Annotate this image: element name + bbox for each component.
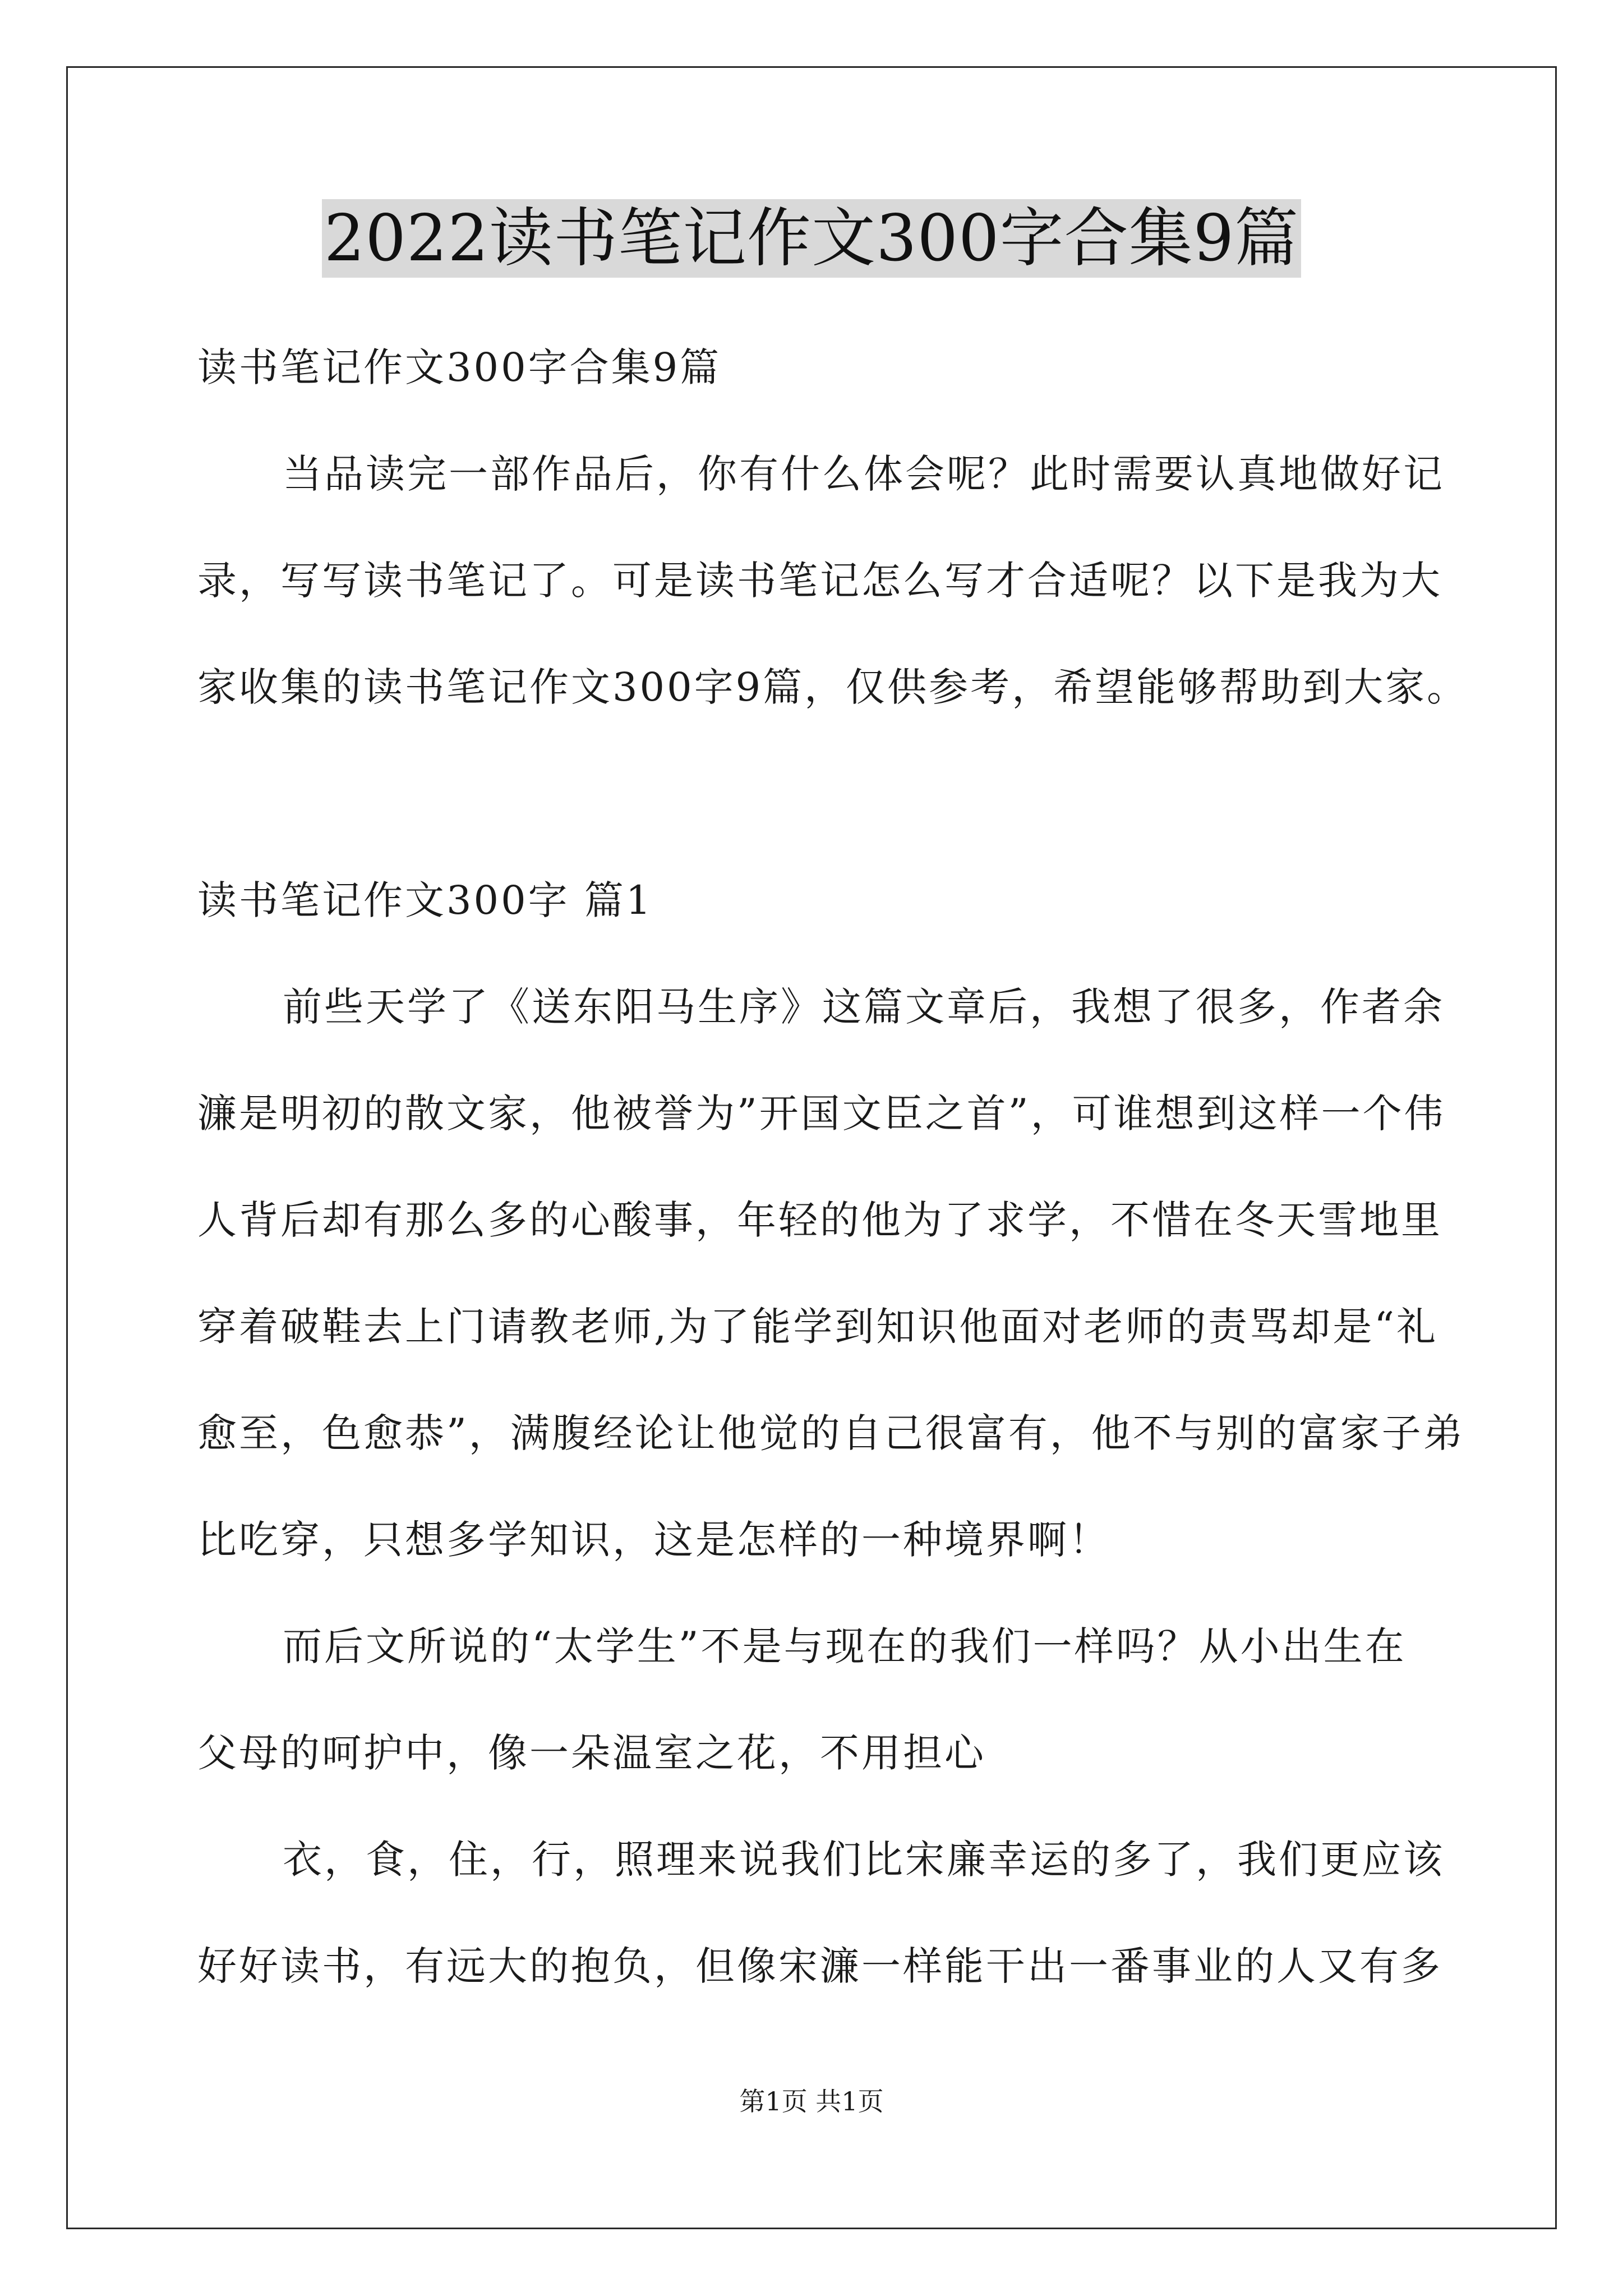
intro-heading: 读书笔记作文300字合集9篇 (197, 344, 722, 390)
page-footer: 第1页 共1页 (739, 2086, 884, 2116)
document-body (197, 314, 1469, 2019)
body-line: 家收集的读书笔记作文300字9篇，仅供参考，希望能够帮助到大家。 (197, 664, 1469, 710)
section-heading: 读书笔记作文300字 篇1 (197, 877, 653, 923)
document-title: 2022读书笔记作文300字合集9篇 (322, 199, 1301, 278)
body-line: 录，写写读书笔记了。可是读书笔记怎么写才合适呢？以下是我为大 (197, 558, 1442, 604)
body-line: 愈至，色愈恭”，满腹经论让他觉的自己很富有，他不与别的富家子弟 (197, 1410, 1465, 1456)
body-line: 当品读完一部作品后，你有什么体会呢？此时需要认真地做好记 (283, 451, 1445, 497)
body-line: 穿着破鞋去上门请教老师,为了能学到知识他面对老师的责骂却是“礼 (197, 1304, 1438, 1350)
body-line: 而后文所说的“太学生”不是与现在的我们一样吗？从小出生在 (283, 1623, 1407, 1669)
body-line: 好好读书，有远大的抱负，但像宋濂一样能干出一番事业的人又有多 (197, 1943, 1442, 1989)
title-container (0, 199, 1623, 278)
body-line: 前些天学了《送东阳马生序》这篇文章后，我想了很多，作者余 (283, 984, 1445, 1030)
paragraph-gap (197, 740, 1431, 847)
body-line: 濂是明初的散文家，他被誉为”开国文臣之首”，可谁想到这样一个伟 (197, 1091, 1446, 1137)
body-line: 人背后却有那么多的心酸事，年轻的他为了求学，不惜在冬天雪地里 (197, 1197, 1442, 1243)
body-line: 父母的呵护中，像一朵温室之花，不用担心 (197, 1730, 986, 1776)
body-line: 比吃穿，只想多学知识，这是怎样的一种境界啊！ (197, 1517, 1110, 1563)
body-line: 衣，食，住，行，照理来说我们比宋廉幸运的多了，我们更应该 (283, 1837, 1445, 1883)
